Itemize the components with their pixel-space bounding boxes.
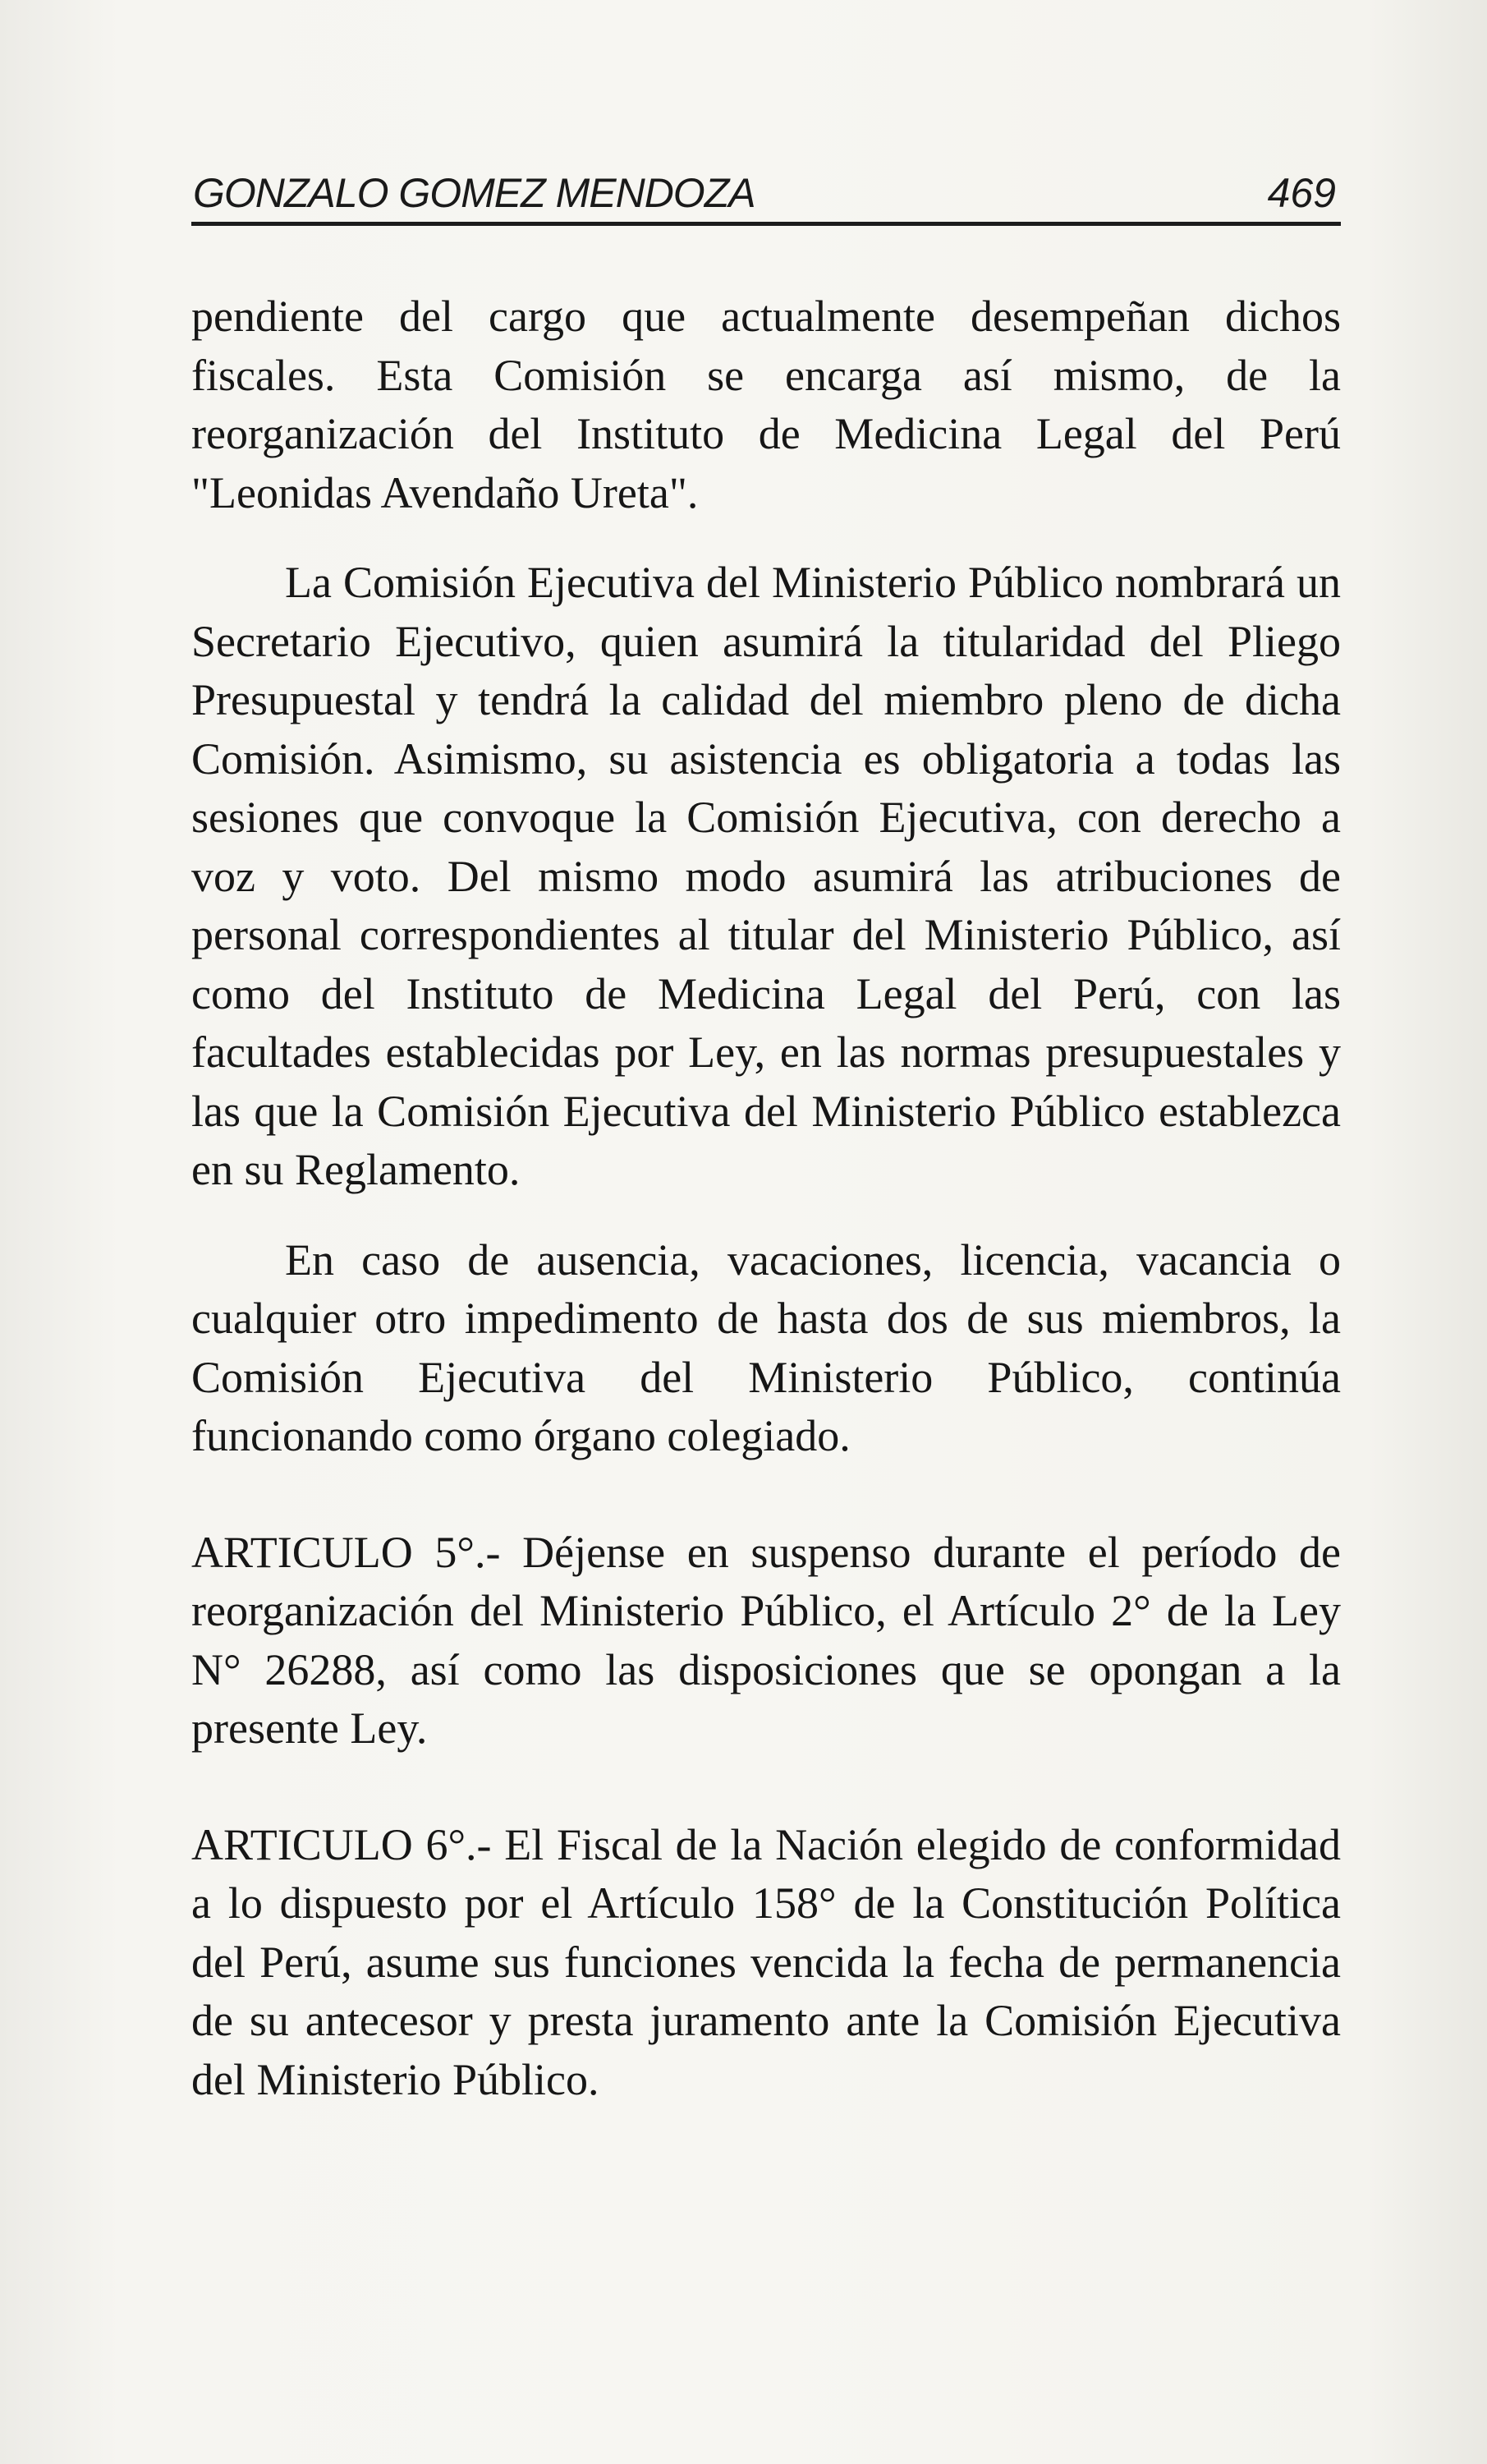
page-body [191,287,1341,2109]
article-6: ARTICULO 6°.- El Fiscal de la Nación elegido de conformidad a lo dispuesto por el Artículo 158° de la Constitución Política del Perú, asume sus funciones vencida la fecha de permanencia de su antecesor y presta juramento ante la Comisión Ejecutiva del Ministerio Público. [191,1819,1341,2104]
header-author: GONZALO GOMEZ MENDOZA [193,170,755,216]
paragraph-continuation: pendiente del cargo que actualmente desempeñan dichos fiscales. Esta Comisión se encarga así mismo, de la reorganización del Instituto de Medicina Legal del Perú "Leonidas Avendaño Ureta". [191,292,1341,517]
running-header [191,163,1341,226]
article-5: ARTICULO 5°.- Déjense en suspenso durante el período de reorganización del Ministerio Público, el Artículo 2° de la Ley N° 26288, así como las disposiciones que se opongan a la presente Ley. [191,1527,1341,1753]
paragraph-secretario: La Comisión Ejecutiva del Ministerio Público nombrará un Secretario Ejecutivo, quien asumirá la titularidad del Pliego Presupuestal y tendrá la calidad del miembro pleno de dicha Comisión. Asimismo, su asistencia es obligatoria a todas las sesiones que convoque la Comisión Ejecutiva, con derecho a voz y voto. Del mismo modo asumirá las atribuciones de personal correspondientes al titular del Ministerio Público, así como del Instituto de Medicina Legal del Perú, con las facultades establecidas por Ley, en las normas presupuestales y las que la Comisión Ejecutiva del Ministerio Público establezca en su Reglamento. [191,558,1341,1194]
paragraph-ausencia: En caso de ausencia, vacaciones, licencia, vacancia o cualquier otro impedimento de hasta dos de sus miembros, la Comisión Ejecutiva del Ministerio Público, continúa funcionando como órgano colegiado. [191,1234,1341,1460]
page-number: 469 [1267,170,1336,216]
